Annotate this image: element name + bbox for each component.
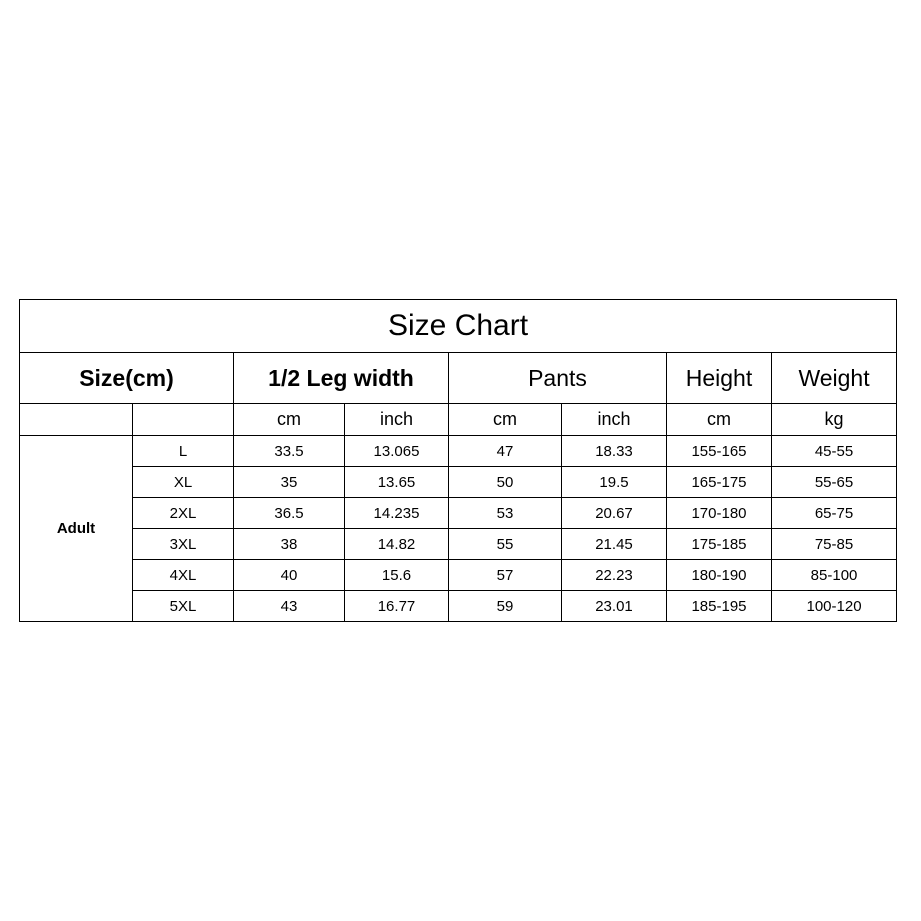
header-leg-width: 1/2 Leg width (234, 353, 449, 404)
size-cell: 5XL (133, 591, 234, 622)
leg-cm-cell: 33.5 (234, 436, 345, 467)
weight-cell: 75-85 (772, 529, 897, 560)
pants-inch-cell: 20.67 (562, 498, 667, 529)
leg-inch-cell: 13.065 (345, 436, 449, 467)
leg-inch-cell: 14.82 (345, 529, 449, 560)
header-height: Height (667, 353, 772, 404)
pants-inch-cell: 18.33 (562, 436, 667, 467)
weight-cell: 100-120 (772, 591, 897, 622)
weight-cell: 85-100 (772, 560, 897, 591)
unit-pants-cm: cm (449, 404, 562, 436)
leg-cm-cell: 38 (234, 529, 345, 560)
leg-cm-cell: 40 (234, 560, 345, 591)
pants-cm-cell: 53 (449, 498, 562, 529)
size-cell: L (133, 436, 234, 467)
height-cell: 175-185 (667, 529, 772, 560)
pants-inch-cell: 21.45 (562, 529, 667, 560)
height-cell: 185-195 (667, 591, 772, 622)
unit-leg-inch: inch (345, 404, 449, 436)
size-cell: XL (133, 467, 234, 498)
weight-cell: 55-65 (772, 467, 897, 498)
unit-pants-inch: inch (562, 404, 667, 436)
pants-cm-cell: 59 (449, 591, 562, 622)
leg-cm-cell: 43 (234, 591, 345, 622)
pants-inch-cell: 22.23 (562, 560, 667, 591)
weight-cell: 65-75 (772, 498, 897, 529)
unit-row (20, 404, 897, 436)
size-chart-table (19, 299, 897, 622)
unit-height-cm: cm (667, 404, 772, 436)
height-cell: 170-180 (667, 498, 772, 529)
header-row (20, 353, 897, 404)
chart-title: Size Chart (20, 300, 897, 353)
header-pants: Pants (449, 353, 667, 404)
pants-inch-cell: 23.01 (562, 591, 667, 622)
unit-empty-cell (133, 404, 234, 436)
height-cell: 180-190 (667, 560, 772, 591)
size-cell: 2XL (133, 498, 234, 529)
group-label-adult: Adult (20, 436, 133, 622)
header-weight: Weight (772, 353, 897, 404)
leg-inch-cell: 14.235 (345, 498, 449, 529)
header-size: Size(cm) (20, 353, 234, 404)
pants-cm-cell: 57 (449, 560, 562, 591)
leg-inch-cell: 13.65 (345, 467, 449, 498)
table-row (20, 498, 897, 529)
leg-inch-cell: 15.6 (345, 560, 449, 591)
table-row (20, 591, 897, 622)
weight-cell: 45-55 (772, 436, 897, 467)
unit-weight-kg: kg (772, 404, 897, 436)
height-cell: 165-175 (667, 467, 772, 498)
table-row (20, 467, 897, 498)
leg-cm-cell: 36.5 (234, 498, 345, 529)
size-cell: 3XL (133, 529, 234, 560)
table-row (20, 529, 897, 560)
height-cell: 155-165 (667, 436, 772, 467)
table-row (20, 560, 897, 591)
leg-inch-cell: 16.77 (345, 591, 449, 622)
pants-cm-cell: 50 (449, 467, 562, 498)
pants-inch-cell: 19.5 (562, 467, 667, 498)
unit-leg-cm: cm (234, 404, 345, 436)
pants-cm-cell: 55 (449, 529, 562, 560)
size-cell: 4XL (133, 560, 234, 591)
unit-empty-cell (20, 404, 133, 436)
pants-cm-cell: 47 (449, 436, 562, 467)
leg-cm-cell: 35 (234, 467, 345, 498)
title-row (20, 300, 897, 353)
table-row (20, 436, 897, 467)
